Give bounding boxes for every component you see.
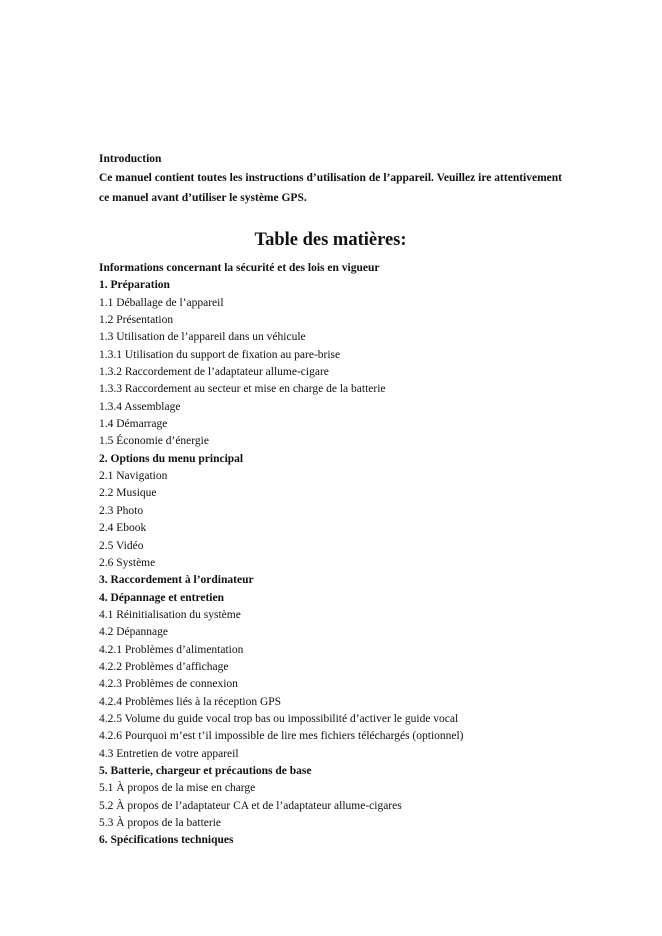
toc-entry: 4.2.5 Volume du guide vocal trop bas ou impossibilité d’activer le guide vocal xyxy=(99,712,459,725)
intro-paragraph: Ce manuel contient toutes les instructions d’utilisation de l’appareil. Veuillez ire attentivement ce manuel avant d’utiliser le système GPS. xyxy=(99,172,562,204)
toc-entry: 2.3 Photo xyxy=(99,504,144,517)
toc-section-heading: Informations concernant la sécurité et des lois en vigueur xyxy=(99,262,380,274)
toc-entry: 4.3 Entretien de votre appareil xyxy=(99,747,239,760)
toc-entry: 2.6 Système xyxy=(99,556,156,569)
toc-entry: 4.2.3 Problèmes de connexion xyxy=(99,678,238,691)
toc-entry: 4.2.4 Problèmes liés à la réception GPS xyxy=(99,695,282,708)
toc-entry: 4.2 Dépannage xyxy=(99,626,168,639)
toc-section-heading: 4. Dépannage et entretien xyxy=(99,591,224,604)
toc-entry: 5.1 À propos de la mise en charge xyxy=(99,782,256,795)
toc-entry: 2.2 Musique xyxy=(99,487,157,500)
toc-entry: 2.5 Vidéo xyxy=(99,539,144,552)
toc-entry: 5.2 À propos de l’adaptateur CA et de l’adaptateur allume-cigares xyxy=(99,799,402,812)
toc-section-heading: 3. Raccordement à l’ordinateur xyxy=(99,574,254,587)
toc-entry: 1.2 Présentation xyxy=(99,314,174,327)
toc-entry: 1.5 Économie d’énergie xyxy=(99,435,209,448)
toc-entry: 1.3.2 Raccordement de l’adaptateur allume-cigare xyxy=(99,366,329,379)
toc-entry: 5.3 À propos de la batterie xyxy=(99,817,221,829)
toc-entry: 1.1 Déballage de l’appareil xyxy=(99,296,224,309)
toc-entry: 1.4 Démarrage xyxy=(99,418,168,431)
toc-entry: 1.3.3 Raccordement au secteur et mise en charge de la batterie xyxy=(99,383,386,396)
intro-heading: Introduction xyxy=(99,153,162,165)
toc-section-heading: 2. Options du menu principal xyxy=(99,452,244,465)
toc-entry: 4.2.2 Problèmes d’affichage xyxy=(99,660,229,673)
toc-entry: 4.1 Réinitialisation du système xyxy=(99,608,241,621)
toc-entry: 4.2.6 Pourquoi m’est t’il impossible de lire mes fichiers téléchargés (optionnel) xyxy=(99,730,464,743)
toc-entry: 2.1 Navigation xyxy=(99,470,168,483)
toc-list xyxy=(99,260,562,850)
toc-entry: 2.4 Ebook xyxy=(99,522,147,535)
document-page xyxy=(99,151,562,850)
toc-section-heading: 1. Préparation xyxy=(99,279,170,292)
toc-section-heading: 5. Batterie, chargeur et précautions de base xyxy=(99,764,312,777)
toc-section-heading: 6. Spécifications techniques xyxy=(99,834,234,847)
toc-entry: 1.3.1 Utilisation du support de fixation au pare-brise xyxy=(99,348,341,361)
toc-entry: 4.2.1 Problèmes d’alimentation xyxy=(99,643,244,656)
toc-entry: 1.3.4 Assemblage xyxy=(99,400,181,413)
toc-entry: 1.3 Utilisation de l’appareil dans un véhicule xyxy=(99,331,306,344)
toc-title: Table des matières: xyxy=(254,230,407,250)
